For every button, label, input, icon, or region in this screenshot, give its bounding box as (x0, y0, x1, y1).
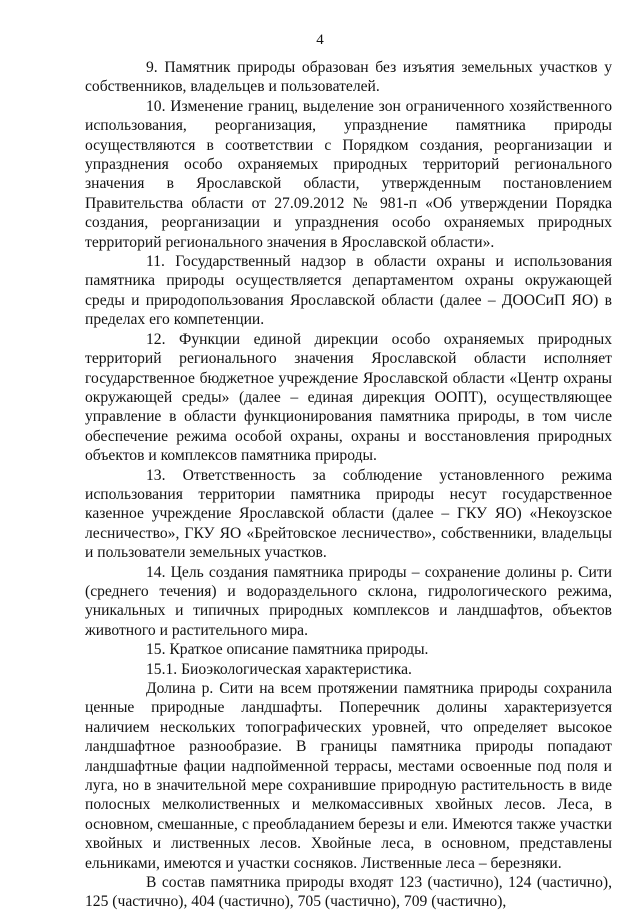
paragraph-15-1: 15.1. Биоэкологическая характеристика. (146, 660, 412, 678)
paragraph-12: 12. Функции единой дирекции особо охраняемых природных территорий регионального значения Ярославской области исполняет государственное бюджетное учреждение Ярославской области «Центр охраны окружающей среды» (далее – единая дирекция ООПТ), осуществляющее управление в области функционирования памятника природы, в том числе обеспечение режима особой охраны, охраны и восстановления природных объектов и комплексов памятника природы. (85, 330, 612, 465)
paragraph-14: 14. Цель создания памятника природы – сохранение долины р. Сити (среднего течения) и водораздельного склона, гидрологического режима, уникальных и типичных природных комплексов и ландшафтов, объектов животного и растительного мира. (85, 563, 612, 639)
document-body (85, 58, 612, 912)
paragraph-13: 13. Ответственность за соблюдение установленного режима использования территории памятника природы несут государственное казенное учреждение Ярославской области (далее – ГКУ ЯО) «Некоузское лесничество», ГКУ ЯО «Брейтовское лесничество», собственники, владельцы и пользователи земельных участков. (85, 466, 612, 562)
paragraph-composition: В состав памятника природы входят 123 (частично), 124 (частично), 125 (частично), 404 (частично), 705 (частично), 709 (частично), (85, 874, 612, 911)
paragraph-9: 9. Памятник природы образован без изъятия земельных участков у собственников, владельцев и пользователей. (85, 59, 612, 96)
page-number: 4 (316, 32, 324, 48)
paragraph-11: 11. Государственный надзор в области охраны и использования памятника природы осуществляется департаментом охраны окружающей среды и природопользования Ярославской области (далее – ДООСиП ЯО) в пределах его компетенции. (85, 253, 612, 329)
paragraph-10: 10. Изменение границ, выделение зон ограниченного хозяйственного использования, реорганизация, упразднение памятника природы осуществляются в соответствии с Порядком создания, реорганизации и упразднения особо охраняемых природных территорий регионального значения в Ярославской области, утвержденным постановлением Правительства области от 27.09.2012 № 981-п «Об утверждении Порядка создания, реорганизации и упразднения особо охраняемых природных территорий регионального значения в Ярославской области». (85, 97, 612, 251)
paragraph-15: 15. Краткое описание памятника природы. (146, 641, 429, 659)
paragraph-valley-description: Долина р. Сити на всем протяжении памятника природы сохранила ценные природные ландшафты. Поперечник долины характеризуется наличием нескольких топографических уровней, что определяет высокое ландшафтное разнообразие. В границы памятника природы попадают ландшафтные фации надпойменной террасы, местами освоенные под поля и луга, но в значительной мере сохранившие природную растительность в виде полосных мелколиственных и мелкомассивных хвойных лесов. Леса, в основном, смешанные, с преобладанием березы и ели. Имеются также участки хвойных и лиственных лесов. Хвойные леса, в основном, представлены ельниками, имеются и участки сосняков. Лиственные леса – березняки. (85, 680, 612, 872)
